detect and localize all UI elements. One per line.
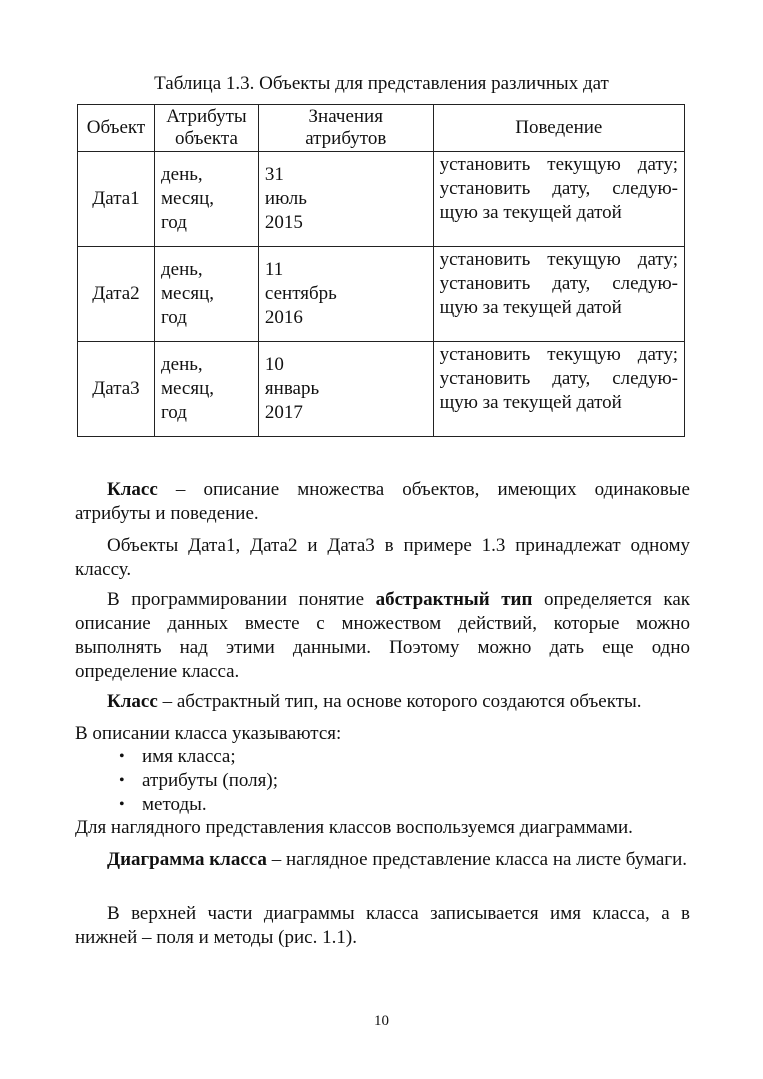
cell-behavior: установить текущую дату; установить дату, следую- щую за текущей датой [433,247,684,342]
dates-table [77,104,685,437]
paragraph-class-abstract: Класс – абстрактный тип, на основе которого создаются объекты. [107,691,642,712]
table-row [78,247,685,342]
header-values: Значения атрибутов [258,105,433,152]
bullet-icon: • [119,748,125,765]
table-row [78,342,685,437]
list-item: • атрибуты (поля); [119,770,278,791]
page-number: 10 [374,1013,389,1029]
cell-object: Дата1 [78,152,155,247]
paragraph-class-diagram: Диаграмма класса – наглядное представление класса на листе бумаги. [107,849,687,870]
cell-object: Дата3 [78,342,155,437]
paragraph-diagrams: Для наглядного представления классов воспользуемся диаграммами. [75,817,633,838]
table-header-row [78,105,685,152]
cell-attributes: день, месяц, год [154,247,258,342]
table-row [78,152,685,247]
list-item: • имя класса; [119,746,236,767]
bullet-icon: • [119,796,125,813]
paragraph-diagram-structure: В верхней части диаграммы класса записывается имя класса, а в нижней – поля и методы (рис. 1.1). [75,903,690,948]
cell-values: 11 сентябрь 2016 [258,247,433,342]
cell-attributes: день, месяц, год [154,152,258,247]
cell-object: Дата2 [78,247,155,342]
list-item: • методы. [119,794,207,815]
table-caption: Таблица 1.3. Объекты для представления различных дат [154,73,609,94]
term-abstract-type: абстрактный тип [375,589,533,610]
term-class: Класс [107,691,158,712]
header-attributes: Атрибуты объекта [154,105,258,152]
cell-values: 10 январь 2017 [258,342,433,437]
paragraph-class-contents: В описании класса указываются: [75,723,342,744]
cell-values: 31 июль 2015 [258,152,433,247]
cell-behavior: установить текущую дату; установить дату, следую- щую за текущей датой [433,152,684,247]
bullet-icon: • [119,772,125,789]
header-behavior: Поведение [433,105,684,152]
term-class-diagram: Диаграмма класса [107,849,267,870]
cell-attributes: день, месяц, год [154,342,258,437]
term-class: Класс [107,479,158,500]
header-object: Объект [78,105,155,152]
paragraph-class-definition: Класс – описание множества объектов, имеющих одинаковые атрибуты и поведение. [75,479,690,524]
bullet-list [75,745,690,817]
paragraph-objects-same-class: Объекты Дата1, Дата2 и Дата3 в примере 1.3 принадлежат одному классу. [75,535,690,580]
cell-behavior: установить текущую дату; установить дату, следую- щую за текущей датой [433,342,684,437]
paragraph-abstract-type: В программировании понятие абстрактный тип определяется как описание данных вместе с множеством действий, которые можно выполнять над этими данными. Поэтому можно дать еще одно определение класса. [75,589,690,682]
